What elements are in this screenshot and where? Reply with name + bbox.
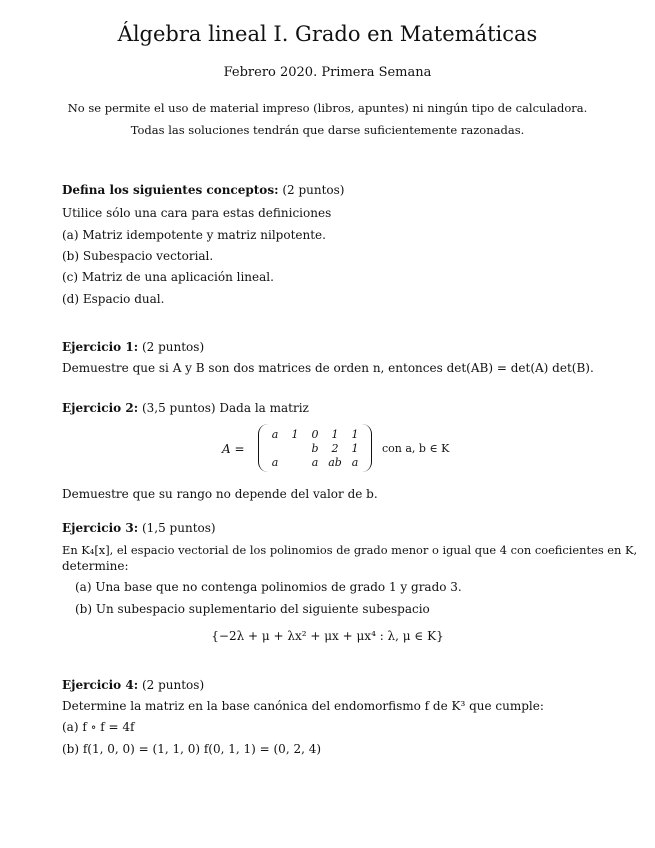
subspace-set: {−2λ + μ + λx² + μx + μx⁴ : λ, μ ∈ K} <box>211 629 444 643</box>
ex1-text: Demuestre que si A y B son dos matrices de orden n, entonces det(AB) = det(A) det(B). <box>62 361 594 375</box>
exam-subtitle: Febrero 2020. Primera Semana <box>223 65 432 80</box>
concepts-heading-line <box>62 183 344 197</box>
concept-item: (d) Espacio dual. <box>62 292 165 306</box>
matrix-entries <box>265 427 365 469</box>
concept-item: (b) Subespacio vectorial. <box>62 249 214 263</box>
concept-item: (c) Matriz de una aplicación lineal. <box>62 270 274 284</box>
matrix-cell: ab <box>328 455 342 469</box>
ex4-points: (2 puntos) <box>141 678 205 692</box>
ex3-heading-line <box>62 521 216 535</box>
ex1-points: (2 puntos) <box>141 340 205 354</box>
matrix-cell <box>285 441 305 455</box>
ex3-text: En K₄[x], el espacio vectorial de los polinomios de grado menor o igual que 4 con coeficientes en K, <box>62 543 638 557</box>
matrix-cell: 1 <box>351 441 359 455</box>
matrix-cell: a <box>311 455 319 469</box>
matrix-condition: con a, b ∈ K <box>382 442 450 455</box>
matrix-cell: 1 <box>291 427 299 441</box>
ex2-text: Demuestre que su rango no depende del valor de b. <box>62 487 378 501</box>
ex4-heading-line <box>62 678 204 692</box>
ex4-label: Ejercicio 4: <box>62 678 139 692</box>
matrix-cell: a <box>271 455 279 469</box>
ex2-points: (3,5 puntos) Dada la matriz <box>141 401 309 415</box>
ex1-label: Ejercicio 1: <box>62 340 139 354</box>
ex3-label: Ejercicio 3: <box>62 521 139 535</box>
matrix-a <box>258 424 372 472</box>
ex3-item: (a) Una base que no contenga polinomios de grado 1 y grado 3. <box>75 580 462 594</box>
matrix-cell: b <box>311 441 319 455</box>
matrix-name: A = <box>222 442 245 456</box>
ex1-heading-line <box>62 340 204 354</box>
matrix-cell: 2 <box>331 441 339 455</box>
ex2-heading-line <box>62 401 309 415</box>
rules-note-2: Todas las soluciones tendrán que darse suficientemente razonadas. <box>130 123 525 137</box>
ex3-text-2: determine: <box>62 559 129 573</box>
ex4-item: (a) f ∘ f = 4f <box>62 720 135 734</box>
concepts-instruction: Utilice sólo una cara para estas definiciones <box>62 206 332 220</box>
exam-title: Álgebra lineal I. Grado en Matemáticas <box>117 22 538 46</box>
matrix-cell <box>285 455 305 469</box>
ex4-text: Determine la matriz en la base canónica del endomorfismo f de K³ que cumple: <box>62 699 544 713</box>
ex3-item: (b) Un subespacio suplementario del siguiente subespacio <box>75 602 430 616</box>
matrix-cell: a <box>351 455 359 469</box>
matrix-cell <box>265 441 285 455</box>
concepts-heading: Defina los siguientes conceptos: <box>62 183 279 197</box>
ex3-points: (1,5 puntos) <box>141 521 216 535</box>
concepts-points: (2 puntos) <box>282 183 345 197</box>
ex2-label: Ejercicio 2: <box>62 401 139 415</box>
matrix-cell: 0 <box>311 427 319 441</box>
concept-item: (a) Matriz idempotente y matriz nilpotente. <box>62 228 326 242</box>
matrix-cell: 1 <box>351 427 359 441</box>
ex4-item: (b) f(1, 0, 0) = (1, 1, 0) f(0, 1, 1) = (0, 2, 4) <box>62 742 322 756</box>
matrix-cell: a <box>271 427 279 441</box>
rules-note: No se permite el uso de material impreso (libros, apuntes) ni ningún tipo de calculadora. <box>67 101 588 115</box>
matrix-cell: 1 <box>331 427 339 441</box>
